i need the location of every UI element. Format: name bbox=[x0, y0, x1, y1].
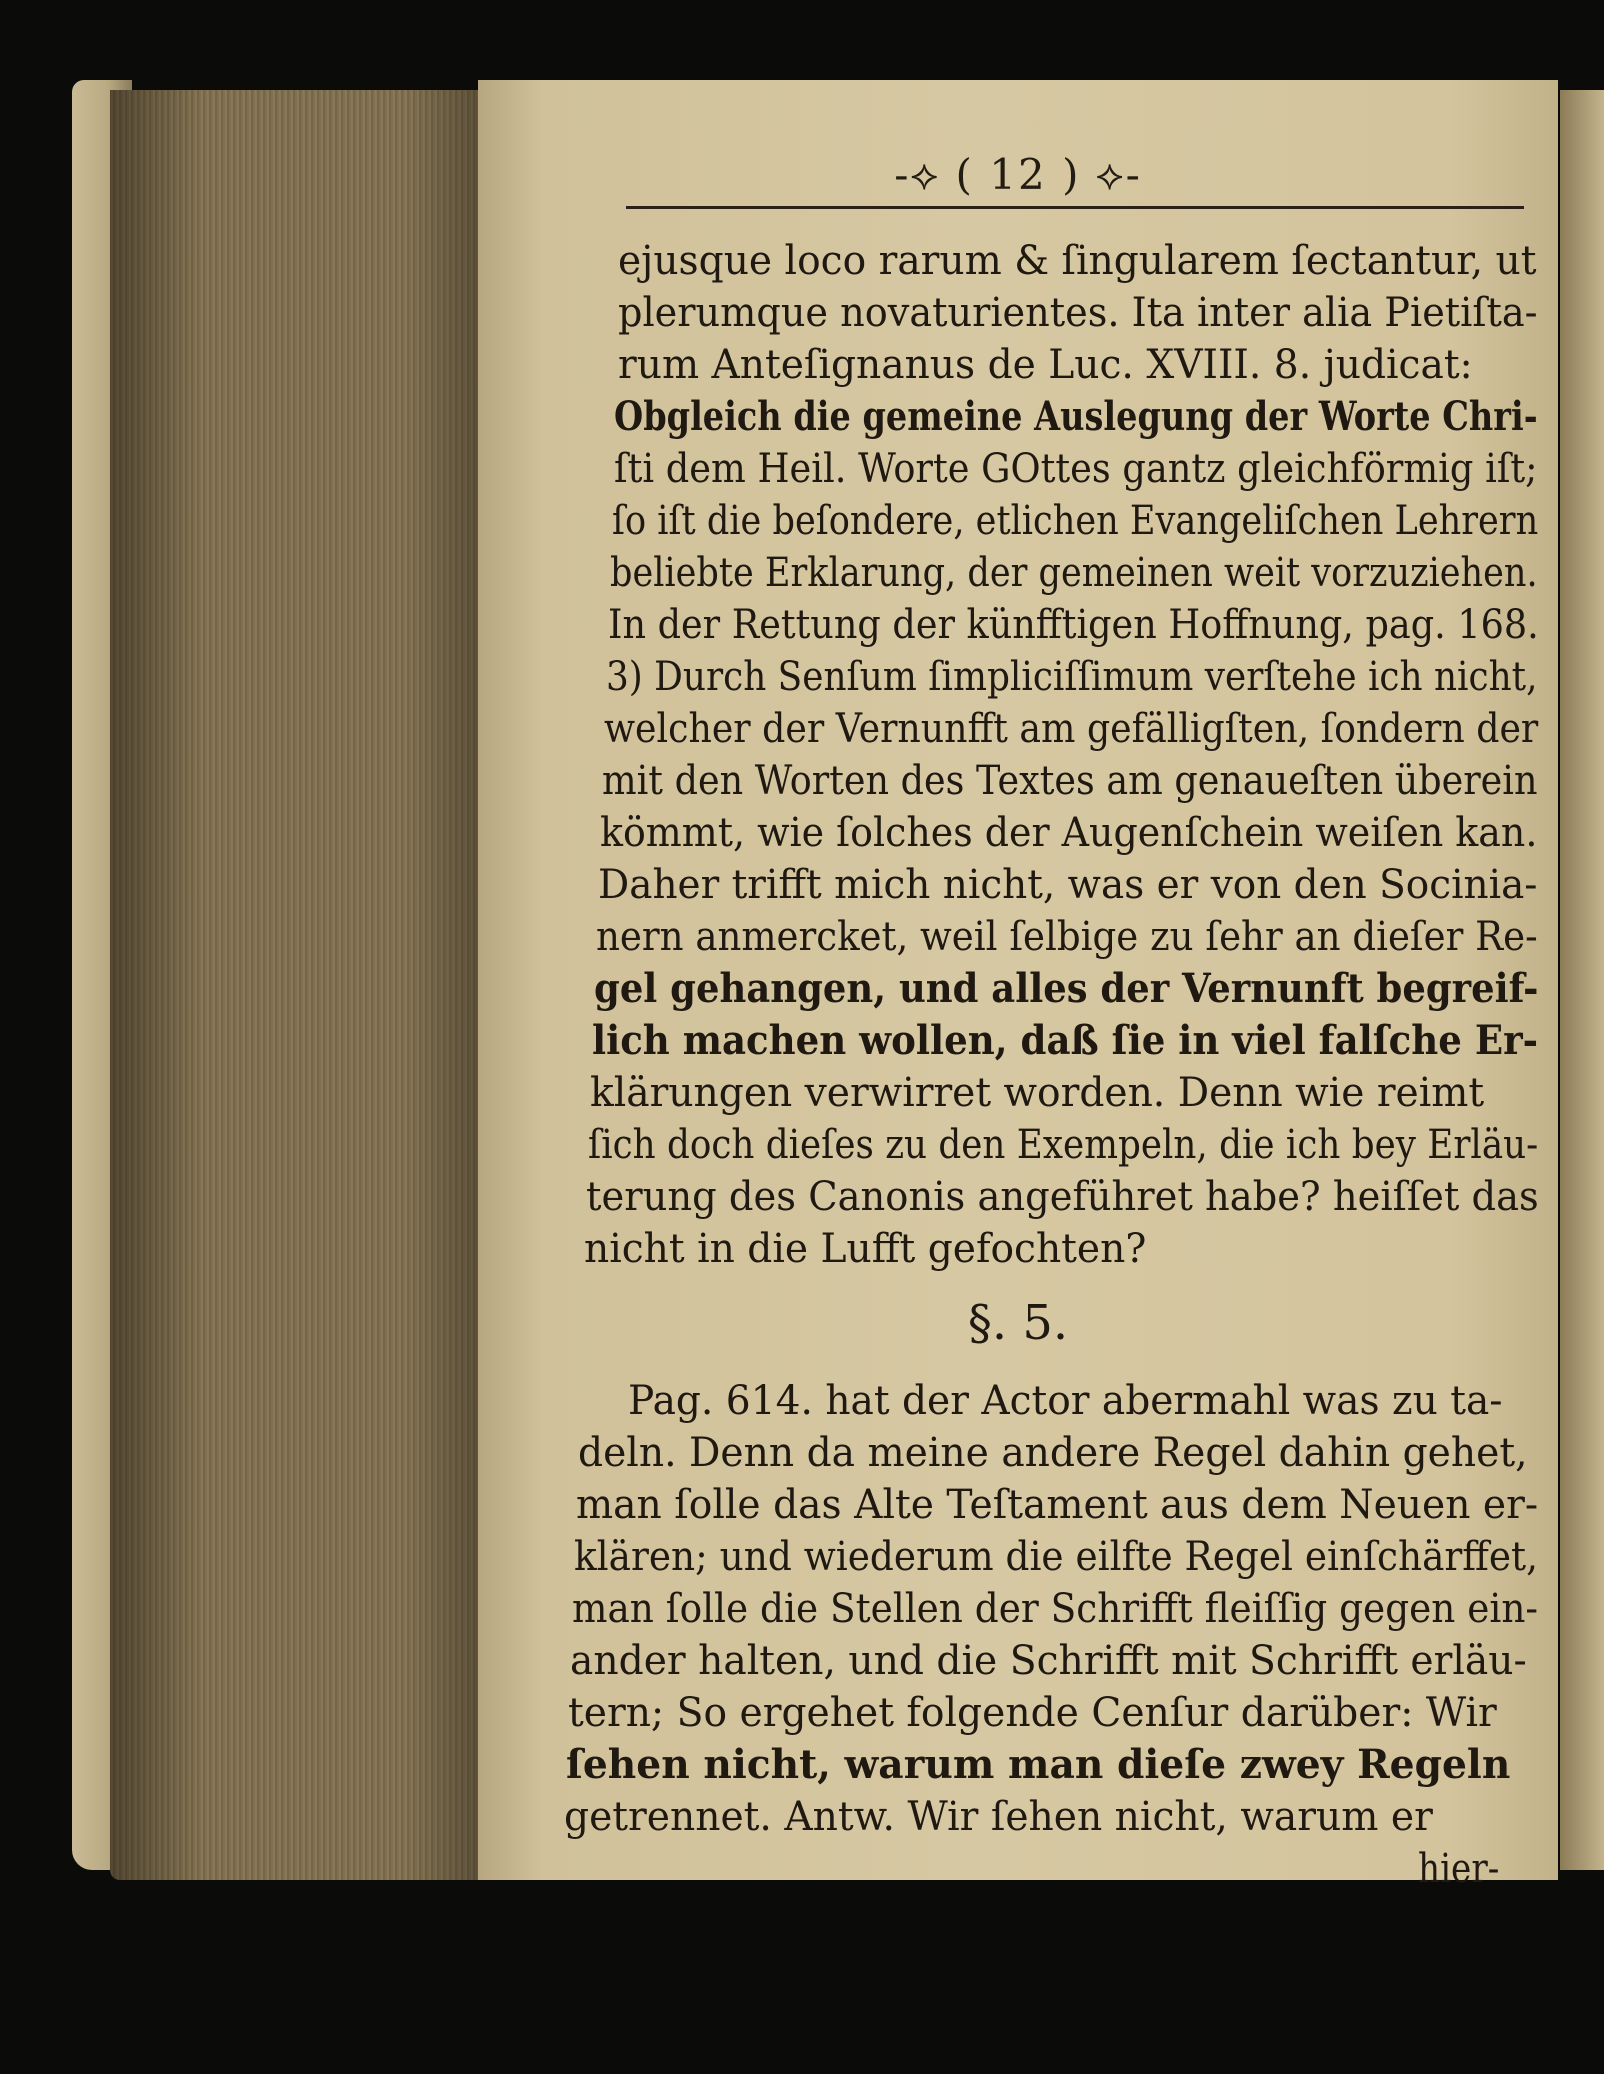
text-line-16: lich machen wollen, daß ſie in viel falſche Er- bbox=[592, 1017, 1539, 1064]
text-line-19: terung des Canonis angeführet habe? heiſſet das bbox=[586, 1174, 1539, 1220]
text-line-15: gel gehangen, und alles der Vernunft begreif- bbox=[594, 965, 1539, 1012]
text-line-2: plerumque novaturientes. Ita inter alia Pietiſta- bbox=[618, 290, 1538, 336]
text-line-6: ſo iſt die beſondere, etlichen Evangeliſchen Lehrern bbox=[612, 498, 1539, 544]
text-line-17: klärungen verwirret worden. Denn wie reimt bbox=[590, 1070, 1485, 1116]
text-line-24: klären; und wiederum die eilfte Regel einſchärffet, bbox=[574, 1534, 1538, 1580]
text-line-10: welcher der Vernunfft am gefälligſten, ſondern der bbox=[604, 706, 1539, 752]
text-line-27: tern; So ergehet folgende Cenſur darüber: Wir bbox=[568, 1690, 1497, 1736]
text-line-4: Obgleich die gemeine Auslegung der Worte Chri- bbox=[614, 393, 1538, 440]
text-line-14: nern anmercket, weil ſelbige zu ſehr an dieſer Re- bbox=[596, 914, 1538, 960]
section-heading: §. 5. bbox=[967, 1295, 1069, 1351]
text-line-22: deln. Denn da meine andere Regel dahin gehet, bbox=[578, 1430, 1528, 1476]
text-line-26: ander halten, und die Schrifft mit Schrifft erläu- bbox=[570, 1638, 1527, 1684]
facing-page-edge bbox=[1560, 90, 1604, 1870]
text-line-12: kömmt, wie ſolches der Augenſchein weiſen kan. bbox=[600, 810, 1538, 856]
text-line-3: rum Anteſignanus de Luc. XVIII. 8. judicat: bbox=[618, 342, 1473, 388]
text-line-18: ſich doch dieſes zu den Exempeln, die ich bey Erläu- bbox=[588, 1122, 1539, 1168]
page-block-shadow bbox=[110, 90, 480, 1880]
text-line-1: ejusque loco rarum & ſingularem ſectantur, ut bbox=[618, 238, 1537, 284]
text-line-8: In der Rettung der künfftigen Hoffnung, pag. 168. bbox=[608, 602, 1539, 648]
text-line-23: man ſolle das Alte Teſtament aus dem Neuen er- bbox=[576, 1482, 1539, 1528]
text-line-21: Pag. 614. hat der Actor abermahl was zu ta- bbox=[628, 1378, 1503, 1424]
book-page bbox=[478, 80, 1558, 1892]
text-line-29: getrennet. Antw. Wir ſehen nicht, warum er bbox=[564, 1794, 1433, 1840]
text-line-28: ſehen nicht, warum man dieſe zwey Regeln bbox=[566, 1741, 1511, 1788]
text-line-25: man ſolle die Stellen der Schrifft fleiſſig gegen ein- bbox=[572, 1586, 1539, 1632]
text-line-9: 3) Durch Senſum ſimpliciſſimum verſtehe ich nicht, bbox=[606, 654, 1538, 700]
text-line-5: ſti dem Heil. Worte GOttes gantz gleichförmig iſt; bbox=[614, 446, 1538, 492]
text-line-13: Daher trifft mich nicht, was er von den Socinia- bbox=[598, 862, 1538, 908]
text-line-20: nicht in die Lufft gefochten? bbox=[584, 1226, 1147, 1272]
page-number-header: -⟡ ( 12 ) ⟡- bbox=[894, 150, 1142, 199]
header-rule bbox=[626, 206, 1524, 209]
text-line-11: mit den Worten des Textes am genaueſten überein bbox=[602, 758, 1538, 804]
text-line-7: beliebte Erklarung, der gemeinen weit vorzuziehen. bbox=[610, 550, 1538, 596]
catchword: hier- bbox=[1418, 1846, 1500, 1892]
